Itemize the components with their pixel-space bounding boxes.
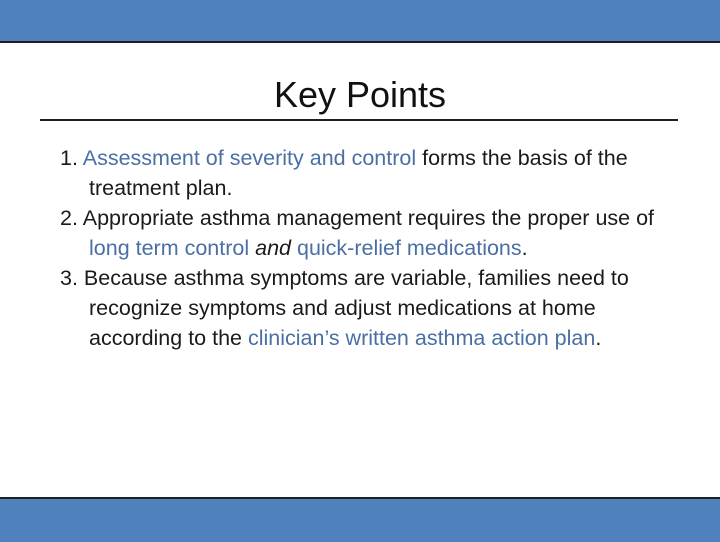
point-number: 3.: [60, 266, 78, 290]
bottom-banner: [0, 497, 720, 542]
title-divider: [40, 119, 678, 121]
point-number: 2.: [60, 206, 78, 230]
highlighted-phrase: Assessment of severity and control: [82, 146, 417, 170]
top-banner: [0, 0, 720, 43]
key-point-3: [60, 263, 670, 353]
point-text: Because asthma symptoms are variable, families need to recognize symptoms and adjust medications at home according to the: [83, 266, 629, 350]
point-text: .: [521, 236, 528, 260]
point-number: 1.: [60, 146, 78, 170]
slide-title: Key Points: [273, 74, 447, 115]
emphasis-word: and: [255, 236, 291, 260]
highlighted-phrase: long term control: [89, 236, 250, 260]
highlighted-phrase: clinician’s written asthma action plan: [247, 326, 596, 350]
point-text: .: [595, 326, 602, 350]
key-points-list: [60, 143, 670, 353]
point-text: forms the basis of the treatment plan.: [89, 146, 628, 200]
highlighted-phrase: quick-relief medications: [296, 236, 522, 260]
key-point-2: [60, 203, 670, 263]
key-point-1: [60, 143, 670, 203]
point-text: Appropriate asthma management requires the proper use of: [82, 206, 655, 230]
